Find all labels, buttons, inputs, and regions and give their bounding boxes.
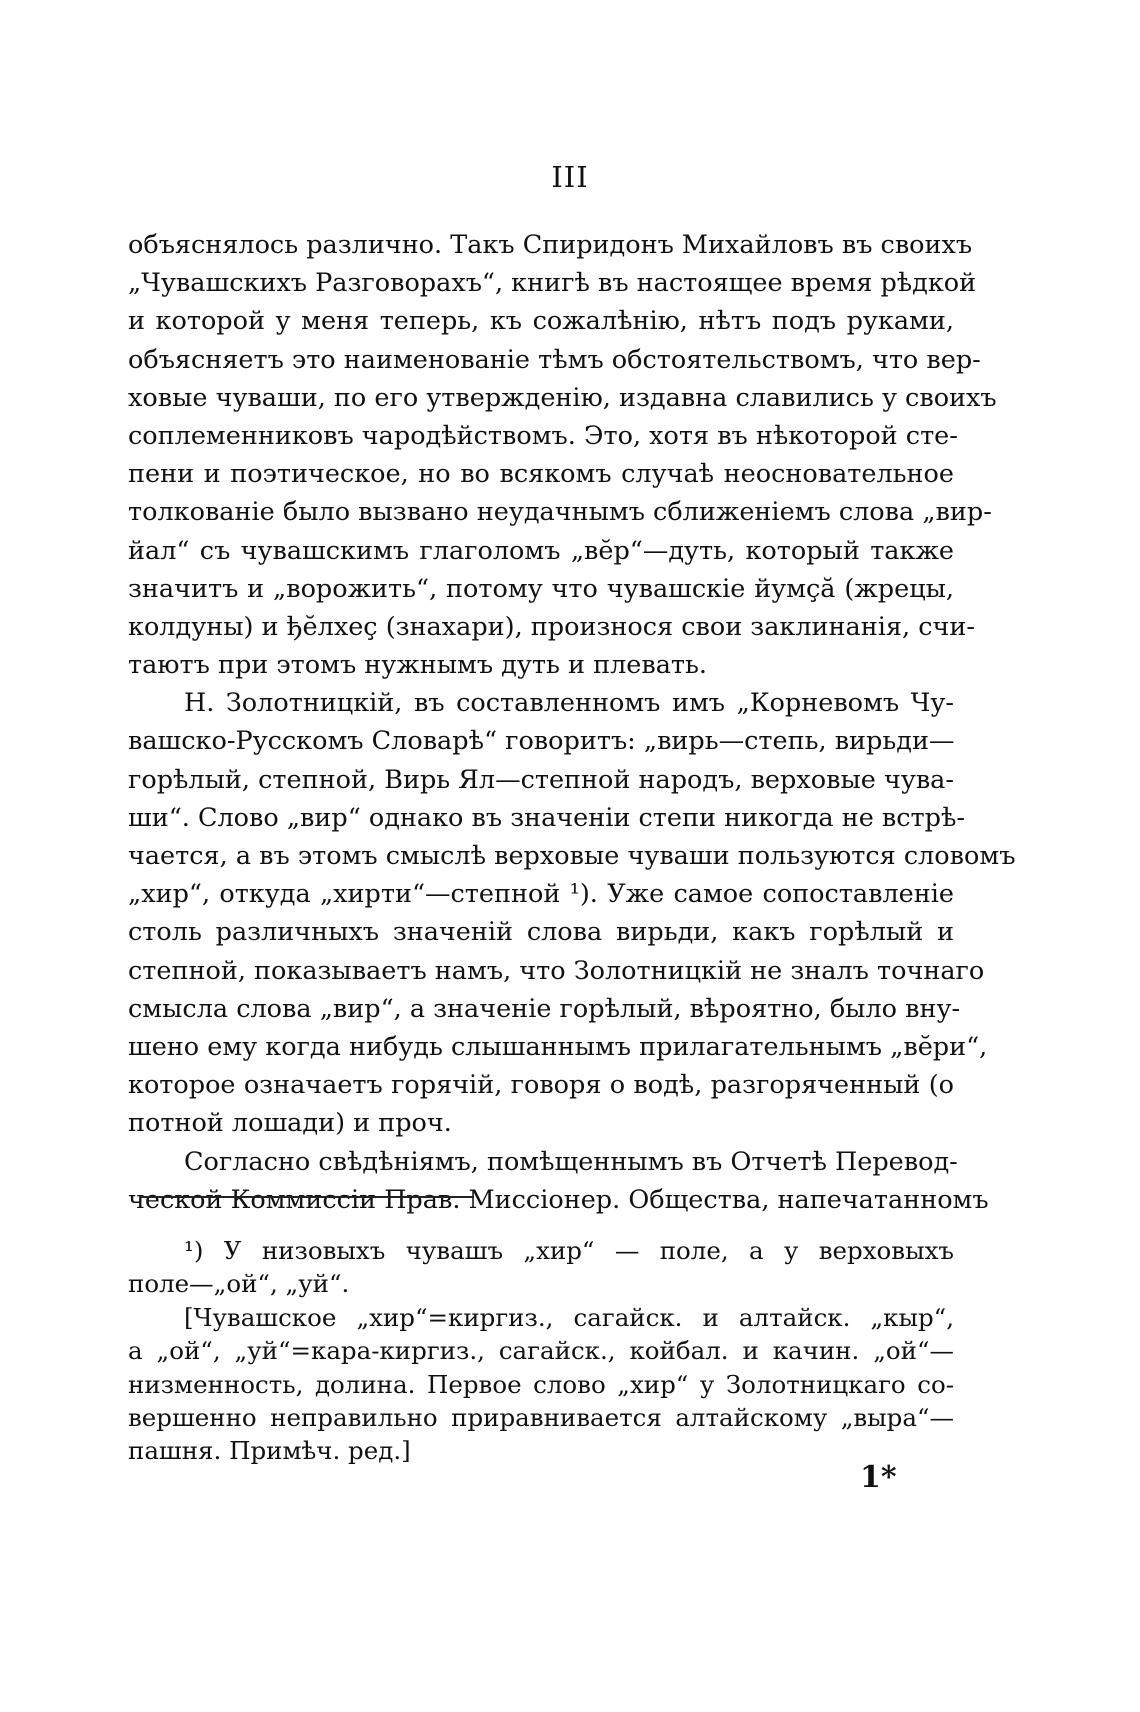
text-line: соплеменниковъ чародѣйствомъ. Это, хотя въ нѣкоторой сте-: [128, 420, 958, 451]
signature-mark: 1*: [860, 1460, 897, 1495]
text-line: которое означаетъ горячій, говоря о водѣ, разгоряченный (о: [128, 1070, 954, 1101]
footnote-line: а „ой“, „уй“=кара-киргиз., сагайск., койбал. и качин. „ой“—: [128, 1336, 954, 1366]
text-line: горѣлый, степной, Вирь Ял—степной народъ, верховые чува-: [128, 764, 954, 795]
footnotes: [128, 1234, 954, 1468]
footnote-line: поле—„ой“, „уй“.: [128, 1269, 350, 1299]
text-line: йал“ съ чувашскимъ глаголомъ „вĕр“—дуть, который также: [128, 535, 954, 566]
text-line: объяснялось различно. Такъ Спиридонъ Михайловъ въ своихъ: [128, 230, 973, 260]
text-line: „хир“, откуда „хирти“—степной ¹). Уже самое сопоставленіе: [128, 879, 954, 910]
footnote-line: ¹) У низовыхъ чувашъ „хир“ — поле, а у верховыхъ: [184, 1236, 954, 1265]
text-line: толкованіе было вызвано неудачнымъ сближеніемъ слова „вир-: [128, 497, 992, 528]
text-line: объясняетъ это наименованіе тѣмъ обстоятельствомъ, что вер-: [128, 344, 981, 375]
text-line: Н. Золотницкій, въ составленномъ имъ „Корневомъ Чу-: [184, 688, 954, 719]
footnote-line: [Чувашское „хир“=киргиз., сагайск. и алтайск. „кыр“,: [184, 1302, 954, 1332]
text-line: потной лошади) и проч.: [128, 1108, 452, 1139]
text-line: смысла слова „вир“, а значеніе горѣлый, вѣроятно, было вну-: [128, 993, 961, 1024]
footnote-divider: [140, 1196, 474, 1198]
text-line: чается, а въ этомъ смыслѣ верховые чуваши пользуются словомъ: [128, 841, 1016, 871]
text-line: колдуны) и ђĕлхеç (знахари), произнося свои заклинанія, счи-: [128, 611, 975, 642]
text-line: значитъ и „ворожить“, потому что чувашскіе йумçă (жрецы,: [128, 573, 954, 604]
text-line: ческой Коммиссіи Прав. Миссіонер. Общества, напечатанномъ: [128, 1184, 989, 1215]
text-line: „Чувашскихъ Разговорахъ“, книгѣ въ настоящее время рѣдкой: [128, 268, 977, 299]
footnote-line: низменность, долина. Первое слово „хир“ у Золотницкаго со-: [128, 1369, 954, 1399]
text-line: степной, показываетъ намъ, что Золотницкій не зналъ точнаго: [128, 955, 985, 986]
footnote-line: пашня. Примѣч. ред.]: [128, 1436, 411, 1466]
text-line: вашско-Русскомъ Словарѣ“ говоритъ: „вирь—степь, вирьди—: [128, 726, 955, 757]
text-line: и которой у меня теперь, къ сожалѣнію, нѣтъ подъ руками,: [128, 306, 954, 337]
text-line: шено ему когда нибудь слышаннымъ прилагательнымъ „вĕри“,: [128, 1031, 988, 1062]
text-line: таютъ при этомъ нужнымъ дуть и плевать.: [128, 650, 708, 681]
main-text: [128, 226, 1016, 1219]
text-line: Согласно свѣдѣніямъ, помѣщеннымъ въ Отчетѣ Перевод-: [184, 1146, 958, 1177]
footnote-line: вершенно неправильно приравнивается алтайскому „выра“—: [128, 1402, 954, 1432]
text-line: столь различныхъ значеній слова вирьди, какъ горѣлый и: [128, 917, 954, 948]
text-line: ховые чуваши, по его утвержденію, издавна славились у своихъ: [128, 382, 997, 413]
text-line: пени и поэтическое, но во всякомъ случаѣ неосновательное: [128, 459, 954, 490]
text-line: ши“. Слово „вир“ однако въ значеніи степи никогда не встрѣ-: [128, 802, 965, 833]
page-number: III: [551, 160, 589, 194]
